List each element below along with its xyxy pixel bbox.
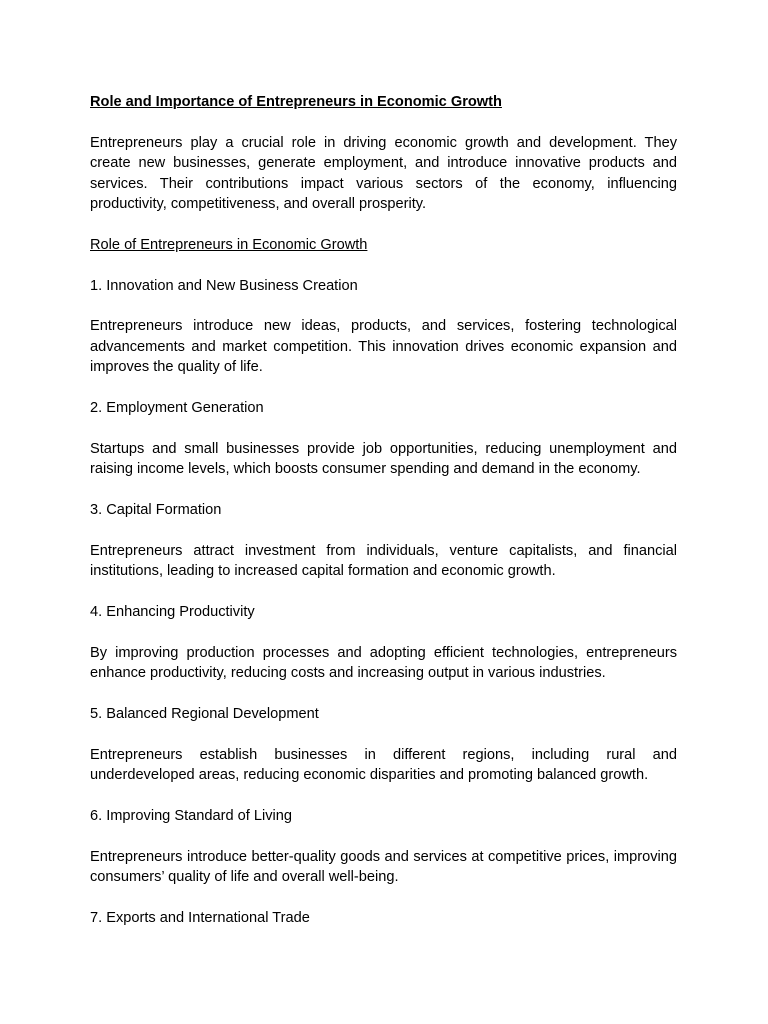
- item-body-capital: Entrepreneurs attract investment from individuals, venture capitalists, and financial institutions, leading to increased capital formation and economic growth.: [90, 542, 677, 580]
- document-title: Role and Importance of Entrepreneurs in Economic Growth: [90, 94, 502, 110]
- item-body-employment: Startups and small businesses provide job opportunities, reducing unemployment and raising income levels, which boosts consumer spending and demand in the economy.: [90, 440, 677, 478]
- item-heading-capital: 3. Capital Formation: [90, 502, 222, 519]
- item-body-innovation: Entrepreneurs introduce new ideas, products, and services, fostering technological advancements and market competition. This innovation drives economic expansion and improves the quality of life.: [90, 318, 677, 376]
- item-heading-employment: 2. Employment Generation: [90, 400, 264, 417]
- item-body-regional: Entrepreneurs establish businesses in different regions, including rural and underdeveloped areas, reducing economic disparities and promoting balanced growth.: [90, 746, 677, 784]
- item-heading-innovation: 1. Innovation and New Business Creation: [90, 277, 358, 294]
- item-body-living: Entrepreneurs introduce better-quality goods and services at competitive prices, improving consumers’ quality of life and overall well-being.: [90, 848, 677, 886]
- intro-paragraph: Entrepreneurs play a crucial role in driving economic growth and development. They create new businesses, generate employment, and introduce innovative products and services. Their contributions impact various sectors of the economy, influencing productivity, competitiveness, and overall prosperity.: [90, 134, 677, 213]
- item-heading-living: 6. Improving Standard of Living: [90, 808, 292, 825]
- item-heading-productivity: 4. Enhancing Productivity: [90, 604, 255, 621]
- item-body-productivity: By improving production processes and adopting efficient technologies, entrepreneurs enhance productivity, reducing costs and increasing output in various industries.: [90, 644, 677, 682]
- item-heading-exports: 7. Exports and International Trade: [90, 910, 310, 927]
- section-heading: Role of Entrepreneurs in Economic Growth: [90, 236, 368, 253]
- item-heading-regional: 5. Balanced Regional Development: [90, 706, 319, 723]
